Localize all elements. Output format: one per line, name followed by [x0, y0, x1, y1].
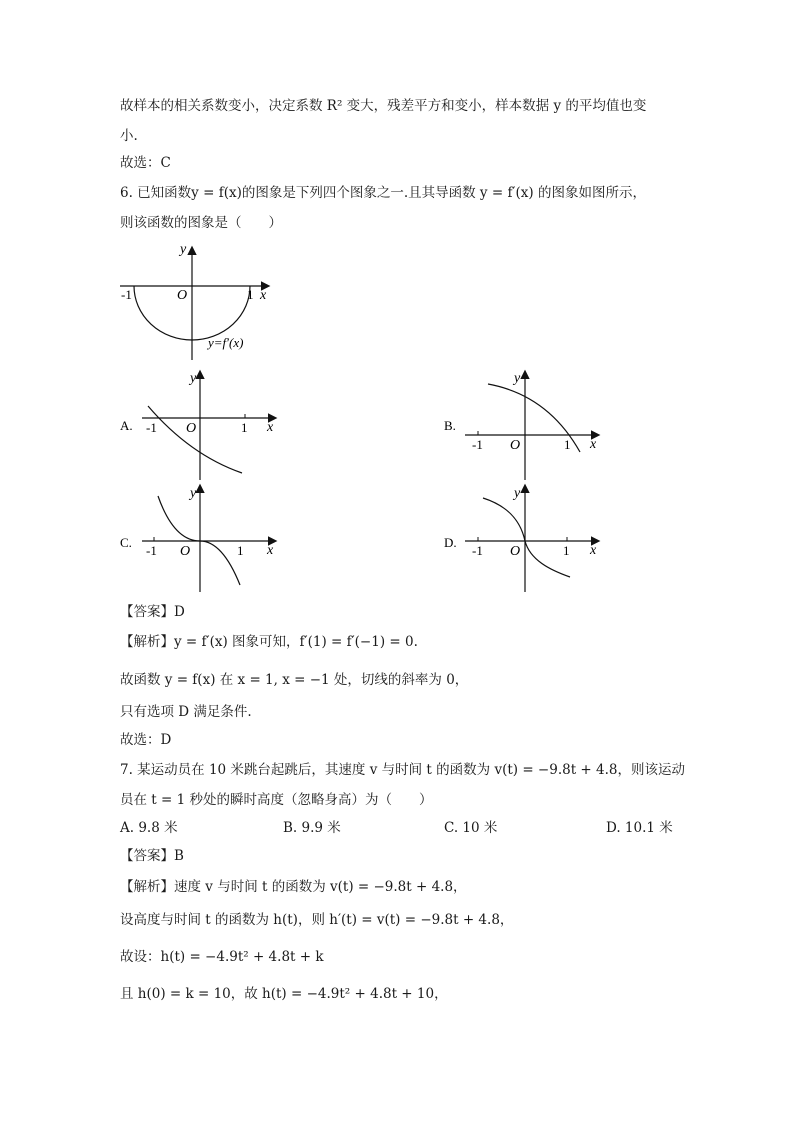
svg-text:y: y [190, 486, 197, 501]
svg-text:O: O [510, 438, 521, 453]
svg-text:O: O [180, 544, 191, 559]
option-c-letter: C. [120, 535, 132, 550]
q5-text-line2: 小. [120, 128, 138, 144]
q7-option-d[interactable]: D. 10.1 米 [606, 820, 673, 836]
svg-text:1: 1 [241, 420, 248, 435]
svg-text:1: 1 [564, 437, 571, 452]
main-pos1-label: 1 [247, 287, 254, 302]
option-a-letter: A. [120, 418, 133, 433]
q6-stem-line1: 6. 已知函数y = f(x)的图象是下列四个图象之一.且其导函数 y = f′(x) 的图象如图所示， [120, 185, 646, 201]
q7-analysis-line1: 【解析】速度 v 与时间 t 的函数为 v(t) = −9.8t + 4.8， [120, 879, 467, 895]
svg-text:y: y [514, 486, 521, 501]
svg-text:x: x [267, 543, 274, 558]
q6-analysis-line3: 只有选项 D 满足条件. [120, 704, 252, 720]
q6-analysis-line1: 【解析】y = f′(x) 图象可知，f′(1) = f′(−1) = 0. [120, 634, 418, 650]
svg-text:x: x [267, 420, 274, 435]
q6-analysis-line2: 故函数 y = f(x) 在 x = 1, x = −1 处，切线的斜率为 0， [120, 672, 469, 688]
q7-option-c[interactable]: C. 10 米 [444, 820, 498, 836]
main-y-label: y [180, 242, 187, 257]
svg-text:-1: -1 [472, 543, 483, 558]
main-curve-label: y=f′(x) [208, 335, 244, 350]
q7-analysis-line2: 设高度与时间 t 的函数为 h(t)，则 h′(t) = v(t) = −9.8t + 4.8， [120, 912, 514, 928]
svg-text:x: x [590, 543, 597, 558]
svg-text:y: y [514, 371, 521, 386]
q7-stem-line2: 员在 t = 1 秒处的瞬时高度（忽略身高）为（ ） [120, 792, 433, 808]
svg-text:y: y [190, 371, 197, 386]
main-neg1-label: -1 [121, 287, 132, 302]
q7-answer: 【答案】B [120, 848, 184, 864]
svg-text:-1: -1 [146, 543, 157, 558]
q7-option-a[interactable]: A. 9.8 米 [120, 820, 178, 836]
svg-text:O: O [186, 421, 197, 436]
q7-stem-line1: 7. 某运动员在 10 米跳台起跳后，其速度 v 与时间 t 的函数为 v(t) = −9.8t + 4.8，则该运动 [120, 762, 685, 778]
q6-answer: 【答案】D [120, 604, 185, 620]
svg-text:x: x [590, 437, 597, 452]
q6-stem-line2: 则该函数的图象是（ ） [120, 215, 282, 231]
svg-text:O: O [510, 544, 521, 559]
q5-choice: 故选：C [120, 155, 171, 171]
option-d-letter: D. [444, 535, 457, 550]
svg-text:-1: -1 [472, 437, 483, 452]
option-b-letter: B. [444, 418, 456, 433]
svg-text:1: 1 [237, 543, 244, 558]
main-origin-label: O [177, 288, 188, 303]
q6-choice: 故选：D [120, 732, 172, 748]
q7-option-b[interactable]: B. 9.9 米 [283, 820, 341, 836]
svg-text:-1: -1 [146, 420, 157, 435]
option-d-curve [483, 498, 570, 577]
q5-text-line1: 故样本的相关系数变小，决定系数 R² 变大，残差平方和变小，样本数据 y 的平均值也变 [120, 98, 647, 114]
q7-analysis-line3: 故设：h(t) = −4.9t² + 4.8t + k [120, 949, 324, 965]
main-x-label: x [260, 288, 267, 303]
q7-analysis-line4: 且 h(0) = k = 10，故 h(t) = −4.9t² + 4.8t + 10， [120, 986, 448, 1002]
svg-text:1: 1 [563, 543, 570, 558]
